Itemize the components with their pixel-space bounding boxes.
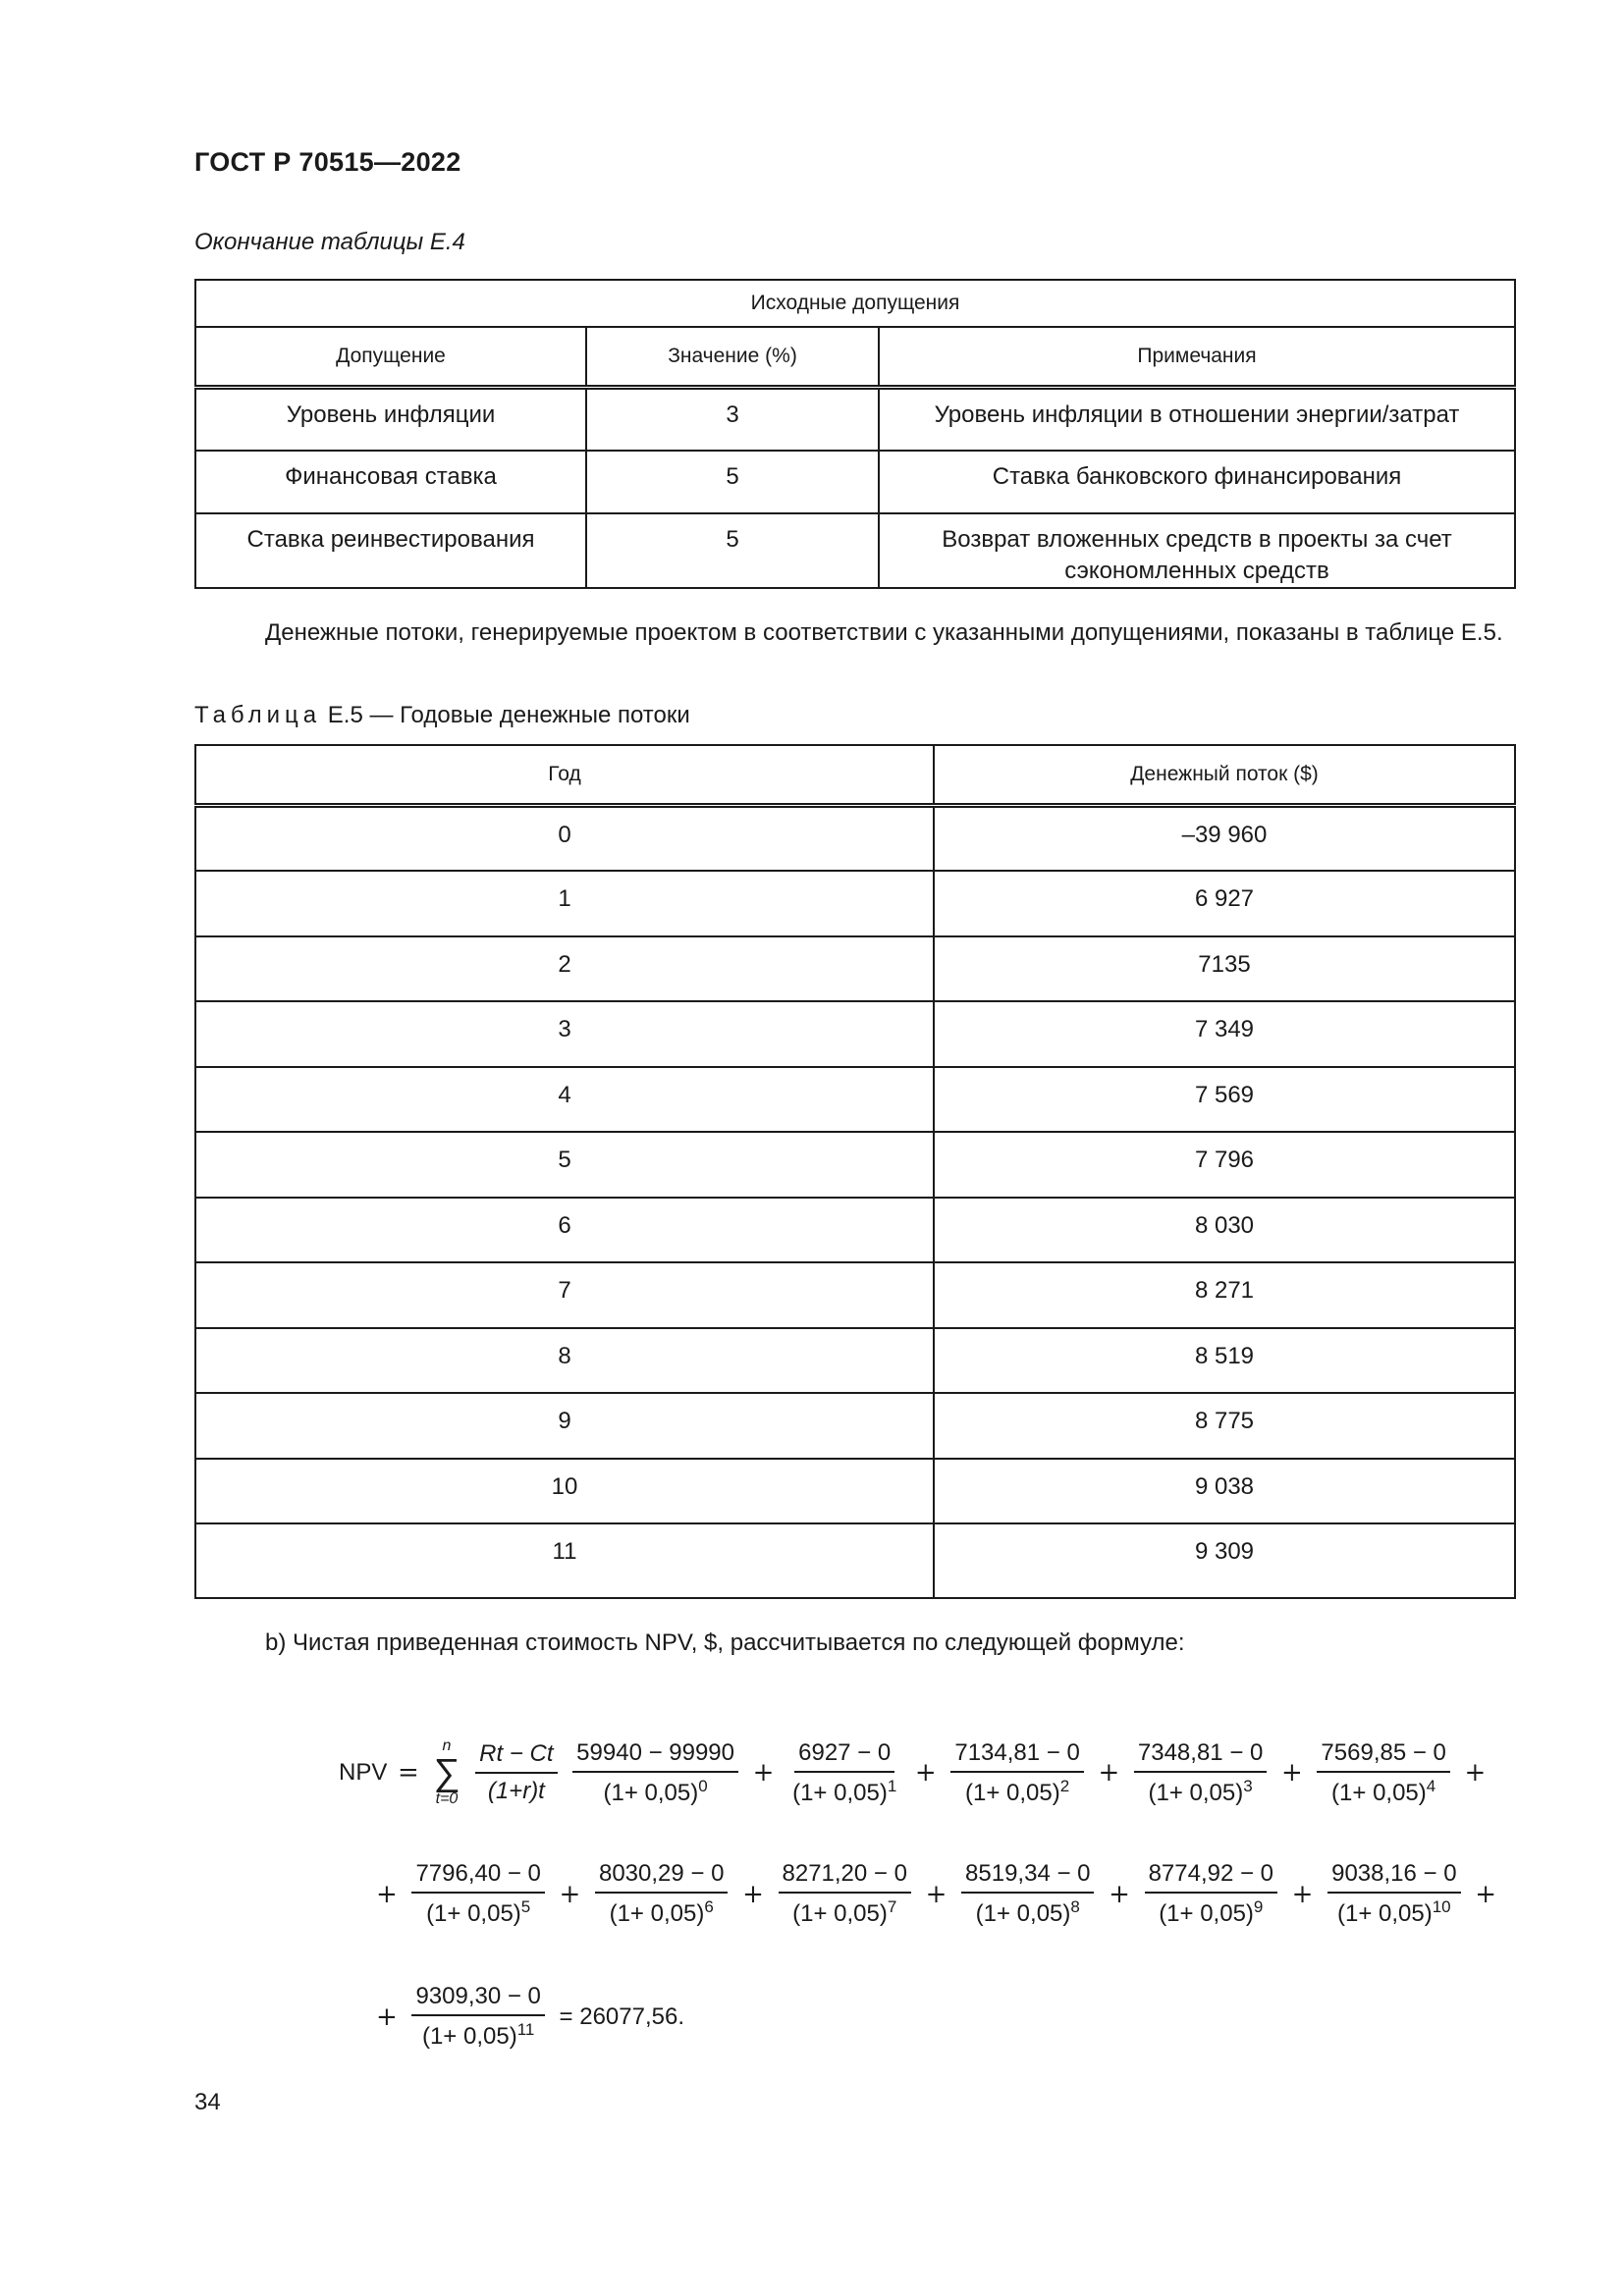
year-cell: 3 <box>195 1001 934 1067</box>
term-denominator <box>1155 1894 1267 1928</box>
column-header: Денежный поток ($) <box>934 745 1515 806</box>
term-denominator <box>1333 1894 1455 1928</box>
table-continuation-label: Окончание таблицы Е.4 <box>194 229 465 255</box>
column-header: Примечания <box>879 327 1515 388</box>
table-caption-text: Е.5 — Годовые денежные потоки <box>327 702 690 728</box>
term-exponent: 9 <box>1253 1897 1264 1916</box>
term-numerator: 7569,85 − 0 <box>1317 1739 1449 1773</box>
term-denominator <box>788 1894 900 1928</box>
table-row <box>195 1459 1515 1524</box>
term-denominator <box>599 1773 711 1807</box>
term-fraction <box>572 1739 738 1807</box>
term-base: (1+ 0,05) <box>792 1779 888 1806</box>
term-exponent: 1 <box>887 1776 897 1795</box>
npv-formula-line-2 <box>373 1860 1499 1928</box>
plus-sign: + <box>1098 1758 1120 1788</box>
document-header: ГОСТ Р 70515—2022 <box>194 147 461 177</box>
flow-cell: 7135 <box>934 936 1515 1002</box>
npv-formula-line-3 <box>373 1983 687 2051</box>
term-denominator <box>961 1773 1073 1807</box>
year-cell: 7 <box>195 1262 934 1328</box>
table-row <box>195 806 1515 872</box>
term-fraction <box>1327 1860 1460 1928</box>
npv-result: = 26077,56. <box>559 2002 684 2030</box>
term-fraction <box>411 1860 544 1928</box>
term-base: (1+ 0,05) <box>964 1779 1060 1806</box>
term-numerator: 8271,20 − 0 <box>779 1860 911 1894</box>
term-denominator <box>1145 1773 1257 1807</box>
plus-sign: + <box>752 1758 775 1788</box>
table-row <box>195 451 1515 513</box>
term-base: (1+ 0,05) <box>421 2023 517 2050</box>
term-denominator <box>972 1894 1084 1928</box>
term-base: (1+ 0,05) <box>1331 1779 1427 1806</box>
plus-sign: + <box>1280 1758 1303 1788</box>
plus-sign: + <box>1109 1879 1130 1909</box>
paragraph <box>194 616 1514 650</box>
table-caption-prefix: Таблица <box>194 702 322 728</box>
table-row <box>195 871 1515 936</box>
column-header: Допущение <box>195 327 586 388</box>
value-cell: 3 <box>586 388 879 451</box>
table-row <box>195 1132 1515 1198</box>
fraction-denominator: (1+r)t <box>487 1778 545 1804</box>
value-cell: 5 <box>586 513 879 588</box>
column-header: Год <box>195 745 934 806</box>
general-fraction <box>475 1740 557 1805</box>
flow-cell: 6 927 <box>934 871 1515 936</box>
term-denominator <box>422 1894 534 1928</box>
term-base: (1+ 0,05) <box>1336 1900 1433 1927</box>
flow-cell: –39 960 <box>934 806 1515 872</box>
term-exponent: 7 <box>887 1897 897 1916</box>
assumption-cell: Финансовая ставка <box>195 451 586 513</box>
term-numerator: 7796,40 − 0 <box>411 1860 544 1894</box>
paragraph-text: Денежные потоки, генерируемые проектом в соответствии с указанными допущениями, показаны в таблице Е.5. <box>265 619 1503 646</box>
sigma-sum <box>433 1737 460 1808</box>
flow-cell: 7 569 <box>934 1067 1515 1133</box>
term-exponent: 11 <box>516 2020 535 2039</box>
term-numerator: 7348,81 − 0 <box>1134 1739 1267 1773</box>
term-base: (1+ 0,05) <box>426 1900 521 1927</box>
year-cell: 1 <box>195 871 934 936</box>
term-denominator <box>788 1773 900 1807</box>
plus-sign: + <box>742 1879 764 1909</box>
flow-cell: 8 519 <box>934 1328 1515 1394</box>
term-exponent: 4 <box>1426 1776 1436 1795</box>
npv-label: NPV <box>339 1759 388 1786</box>
term-fraction <box>595 1860 728 1928</box>
term-fraction <box>788 1739 900 1807</box>
term-exponent: 2 <box>1059 1776 1070 1795</box>
table-row <box>195 1198 1515 1263</box>
assumptions-table <box>194 279 1516 589</box>
term-exponent: 10 <box>1432 1897 1451 1916</box>
year-cell: 8 <box>195 1328 934 1394</box>
term-exponent: 6 <box>704 1897 714 1916</box>
plus-sign: + <box>376 1879 398 1909</box>
note-cell: Возврат вложенных средств в проекты за счет сэкономленных средств <box>879 513 1515 588</box>
term-numerator: 6927 − 0 <box>794 1739 894 1773</box>
assumption-cell: Ставка реинвестирования <box>195 513 586 588</box>
term-numerator: 7134,81 − 0 <box>950 1739 1083 1773</box>
term-exponent: 8 <box>1070 1897 1080 1916</box>
note-cell: Уровень инфляции в отношении энергии/затрат <box>879 388 1515 451</box>
term-denominator <box>1327 1773 1439 1807</box>
note-cell: Ставка банковского финансирования <box>879 451 1515 513</box>
plus-sign: + <box>376 2002 398 2032</box>
term-exponent: 5 <box>520 1897 531 1916</box>
term-numerator: 8774,92 − 0 <box>1145 1860 1277 1894</box>
term-base: (1+ 0,05) <box>792 1900 888 1927</box>
plus-sign: + <box>1464 1758 1487 1788</box>
table-caption <box>194 702 690 729</box>
term-base: (1+ 0,05) <box>1148 1779 1244 1806</box>
assumption-cell: Уровень инфляции <box>195 388 586 451</box>
year-cell: 6 <box>195 1198 934 1263</box>
table-row <box>195 1067 1515 1133</box>
year-cell: 10 <box>195 1459 934 1524</box>
term-fraction <box>1134 1739 1267 1807</box>
year-cell: 0 <box>195 806 934 872</box>
term-base: (1+ 0,05) <box>975 1900 1071 1927</box>
year-cell: 11 <box>195 1523 934 1598</box>
term-exponent: 0 <box>698 1776 708 1795</box>
table-row <box>195 388 1515 451</box>
table-row <box>195 1262 1515 1328</box>
column-header: Значение (%) <box>586 327 879 388</box>
year-cell: 9 <box>195 1393 934 1459</box>
fraction-numerator: Rt − Ct <box>475 1740 557 1774</box>
year-cell: 4 <box>195 1067 934 1133</box>
npv-formula-line-1 <box>339 1737 1489 1808</box>
plus-sign: + <box>559 1879 581 1909</box>
table-row <box>195 1523 1515 1598</box>
term-numerator: 9309,30 − 0 <box>411 1983 544 2016</box>
term-denominator <box>418 2016 538 2051</box>
flow-cell: 7 349 <box>934 1001 1515 1067</box>
term-exponent: 3 <box>1243 1776 1253 1795</box>
year-cell: 5 <box>195 1132 934 1198</box>
plus-sign: + <box>1291 1879 1314 1909</box>
formula-intro: b) Чистая приведенная стоимость NPV, $, рассчитывается по следующей формуле: <box>265 1629 1185 1656</box>
term-numerator: 8519,34 − 0 <box>961 1860 1094 1894</box>
value-cell: 5 <box>586 451 879 513</box>
cash-flow-table <box>194 744 1516 1599</box>
term-numerator: 9038,16 − 0 <box>1327 1860 1460 1894</box>
flow-cell: 9 309 <box>934 1523 1515 1598</box>
flow-cell: 9 038 <box>934 1459 1515 1524</box>
sum-lower-limit: t=0 <box>435 1790 459 1807</box>
term-denominator <box>606 1894 718 1928</box>
term-numerator: 59940 − 99990 <box>572 1739 738 1773</box>
sum-upper-limit: n <box>442 1737 452 1754</box>
term-numerator: 8030,29 − 0 <box>595 1860 728 1894</box>
page-number: 34 <box>194 2089 221 2115</box>
table-row <box>195 513 1515 588</box>
flow-cell: 8 271 <box>934 1262 1515 1328</box>
term-fraction <box>961 1860 1094 1928</box>
term-fraction <box>950 1739 1083 1807</box>
year-cell: 2 <box>195 936 934 1002</box>
table-row <box>195 1328 1515 1394</box>
plus-sign: + <box>925 1879 947 1909</box>
term-fraction <box>779 1860 911 1928</box>
term-base: (1+ 0,05) <box>603 1779 699 1806</box>
equals-sign: = <box>398 1758 419 1788</box>
term-fraction <box>411 1983 544 2051</box>
table-row <box>195 1001 1515 1067</box>
table-row <box>195 936 1515 1002</box>
plus-sign: + <box>1475 1879 1496 1909</box>
plus-sign: + <box>914 1758 937 1788</box>
term-fraction <box>1317 1739 1449 1807</box>
table-row <box>195 1393 1515 1459</box>
flow-cell: 8 030 <box>934 1198 1515 1263</box>
sigma-symbol: ∑ <box>433 1752 460 1793</box>
flow-cell: 7 796 <box>934 1132 1515 1198</box>
table-caption: Исходные допущения <box>195 280 1515 327</box>
flow-cell: 8 775 <box>934 1393 1515 1459</box>
term-base: (1+ 0,05) <box>609 1900 705 1927</box>
term-fraction <box>1145 1860 1277 1928</box>
term-base: (1+ 0,05) <box>1159 1900 1254 1927</box>
